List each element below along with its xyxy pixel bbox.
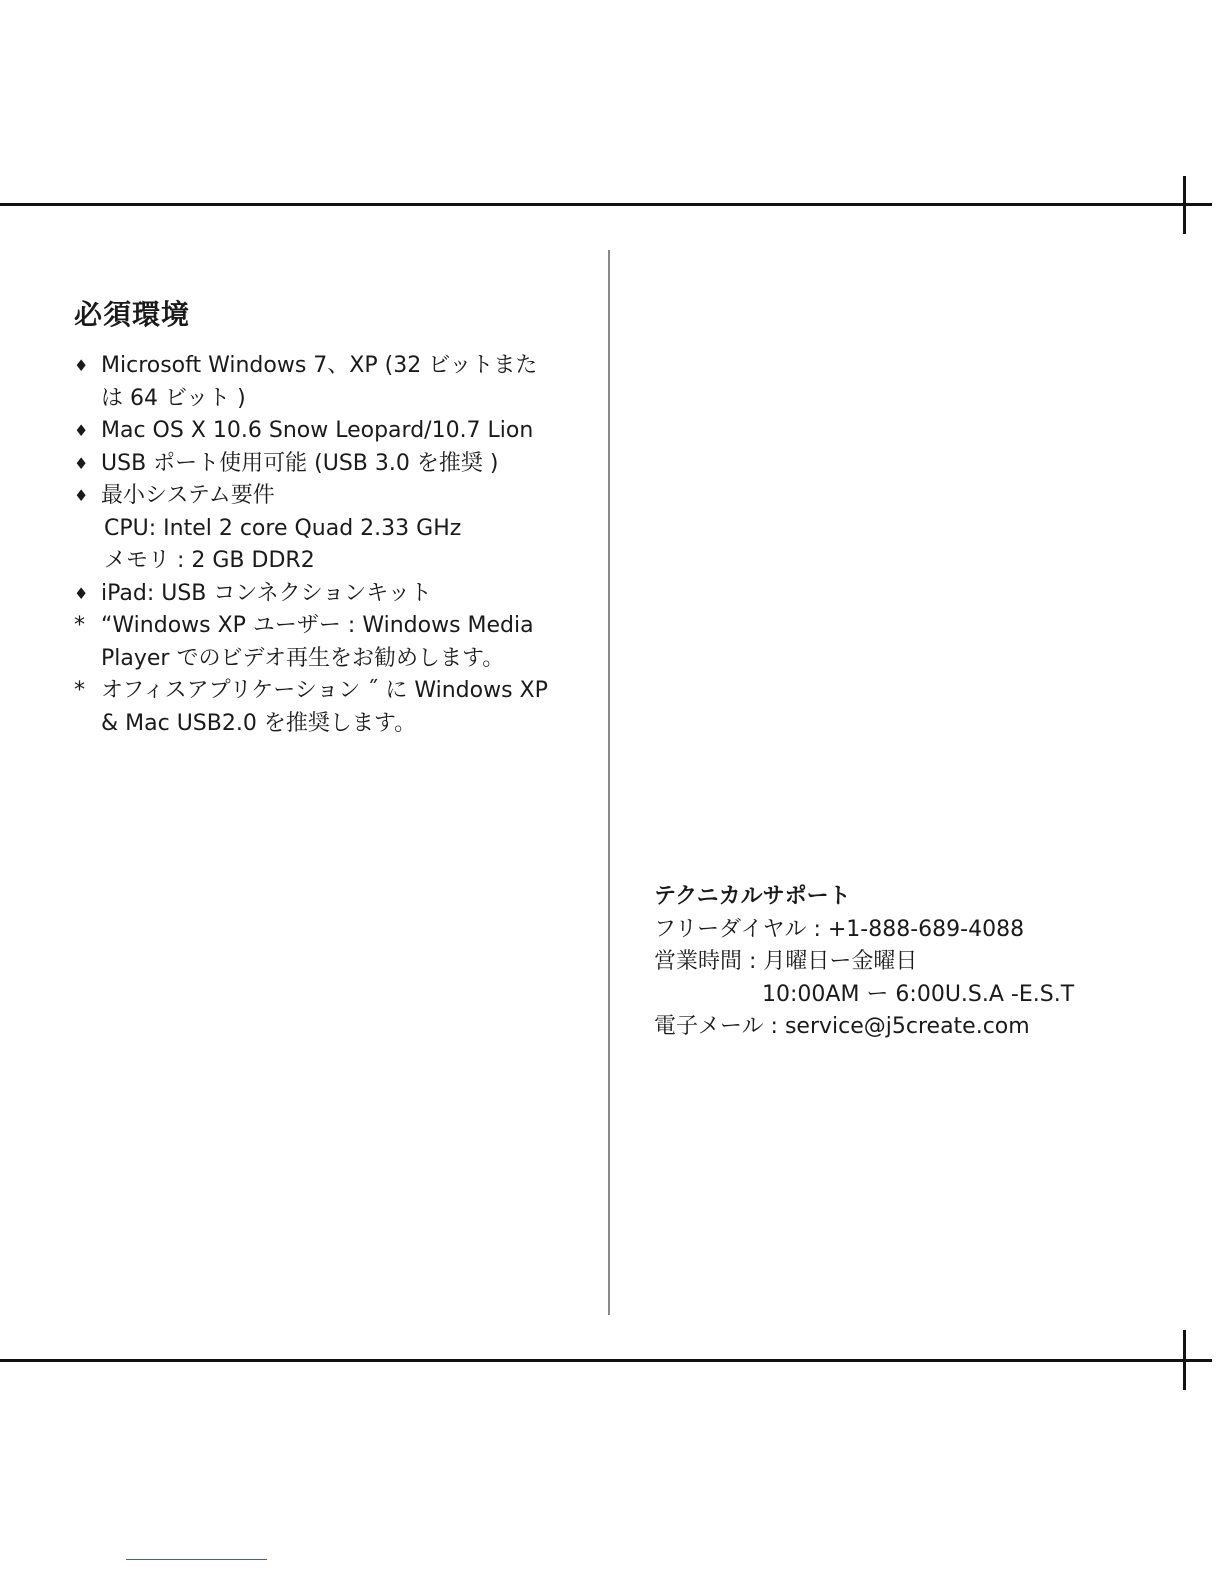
requirement-note-office bbox=[74, 675, 594, 740]
requirement-item-ipad bbox=[74, 578, 594, 611]
requirement-line: iPad: USB コンネクションキット bbox=[101, 580, 432, 606]
requirement-memory-line: メモリ : 2 GB DDR2 bbox=[104, 548, 315, 573]
requirement-item-minimum-specs bbox=[74, 480, 594, 578]
bottom-crop-mark bbox=[1183, 1330, 1186, 1390]
requirement-line: Microsoft Windows 7、XP (32 ビットまた bbox=[101, 353, 538, 378]
technical-support-block bbox=[654, 881, 1174, 1044]
requirement-line: 最小システム要件 bbox=[101, 483, 275, 508]
diamond-bullet-icon: ♦ bbox=[74, 421, 89, 440]
requirement-item-os-mac bbox=[74, 415, 594, 448]
requirement-line: Player でのビデオ再生をお勧めします。 bbox=[101, 645, 505, 671]
requirement-item-os-windows bbox=[74, 350, 594, 415]
requirement-line: & Mac USB2.0 を推奨します。 bbox=[101, 710, 417, 736]
requirement-line: USB ポート使用可能 (USB 3.0 を推奨 ) bbox=[101, 450, 499, 476]
requirements-title: 必須環境 bbox=[74, 298, 191, 331]
support-email: 電子メール : service@j5create.com bbox=[654, 1014, 1030, 1039]
top-crop-mark bbox=[1183, 176, 1186, 234]
support-phone: フリーダイヤル : +1-888-689-4088 bbox=[654, 916, 1025, 942]
column-divider bbox=[608, 250, 610, 1315]
support-title: テクニカルサポート bbox=[654, 884, 851, 909]
asterisk-bullet-icon: * bbox=[74, 678, 85, 703]
diamond-bullet-icon: ♦ bbox=[74, 453, 89, 473]
support-hours-days: 営業時間 : 月曜日ー金曜日 bbox=[654, 949, 918, 974]
requirement-cpu-line: CPU: Intel 2 core Quad 2.33 GHz bbox=[104, 515, 462, 541]
top-horizontal-rule bbox=[0, 203, 1212, 206]
requirements-list bbox=[74, 350, 594, 740]
diamond-bullet-icon: ♦ bbox=[74, 486, 89, 505]
requirement-item-usb bbox=[74, 448, 594, 481]
footer-link-underline bbox=[126, 1559, 267, 1560]
requirement-line: “Windows XP ユーザー : Windows Media bbox=[101, 613, 534, 638]
requirement-note-windows-media bbox=[74, 610, 594, 675]
support-hours-time: 10:00AM ー 6:00U.S.A -E.S.T bbox=[762, 981, 1075, 1007]
diamond-bullet-icon: ♦ bbox=[74, 583, 89, 603]
diamond-bullet-icon: ♦ bbox=[74, 356, 89, 375]
requirement-line: は 64 ビット ) bbox=[101, 385, 246, 411]
asterisk-bullet-icon: * bbox=[74, 613, 85, 638]
requirement-line: オフィスアプリケーション ˝ に Windows XP bbox=[101, 678, 548, 703]
bottom-horizontal-rule bbox=[0, 1359, 1212, 1362]
requirement-line: Mac OS X 10.6 Snow Leopard/10.7 Lion bbox=[101, 418, 534, 443]
